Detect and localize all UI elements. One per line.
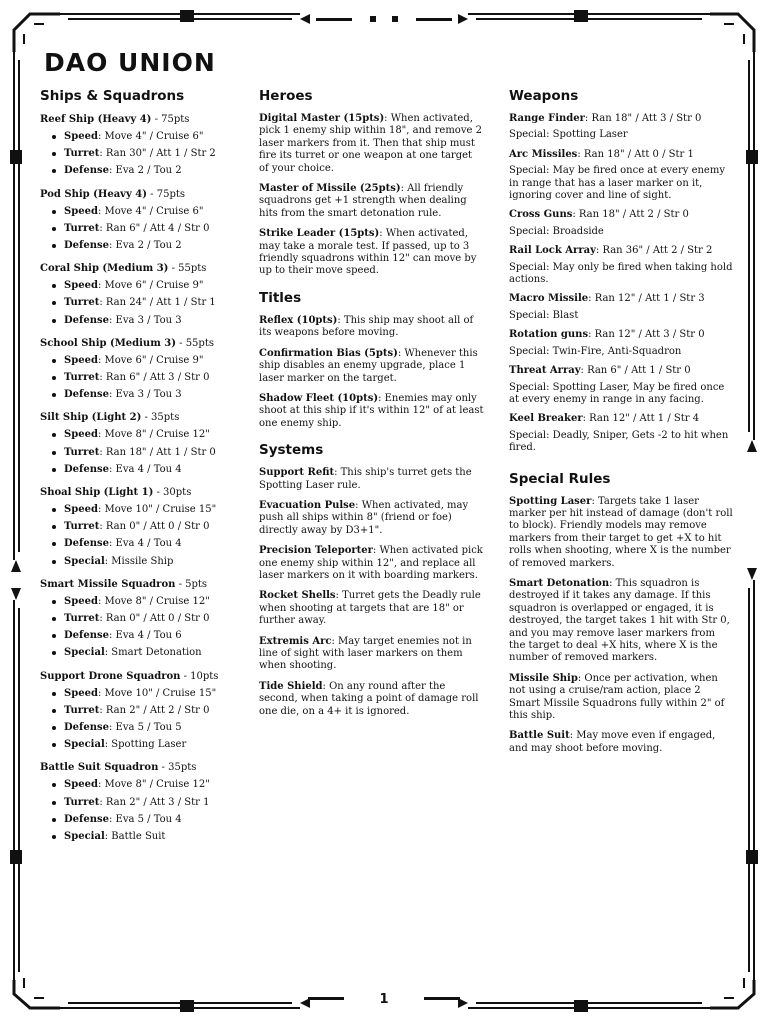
system-entry-text: : On any round after the second, when taking a point of damage roll one die, on a 4+ it is ignored.	[259, 680, 479, 717]
hero-entry	[259, 228, 484, 278]
weapon-name: Cross Guns	[509, 209, 573, 221]
weapon-entry	[509, 245, 734, 286]
weapon-name: Rotation guns	[509, 329, 589, 341]
stat-value: : Eva 5 / Tou 4	[108, 813, 182, 825]
ship-entry	[40, 113, 250, 180]
ship-stats-list	[40, 352, 250, 404]
ship-stat-item	[64, 501, 250, 518]
stat-key: Special	[64, 555, 105, 567]
title-entry	[259, 315, 484, 340]
system-entry-text: : When activated, may push all ships within 8" (friend or foe) directly away by D3+1".	[259, 499, 469, 536]
ship-header	[40, 113, 250, 126]
stat-value: : Move 10" / Cruise 15"	[97, 687, 217, 699]
ship-stat-item	[64, 237, 250, 254]
stat-value: : Eva 4 / Tou 4	[108, 538, 182, 550]
stat-key: Defense	[64, 389, 109, 401]
ship-stats-list	[40, 426, 250, 478]
special-rule-entry-name: Missile Ship	[509, 672, 578, 684]
weapon-entry	[509, 209, 734, 238]
system-entry	[259, 500, 484, 537]
stat-key: Turret	[64, 222, 100, 234]
heroes-titles-systems-column	[259, 88, 484, 726]
hero-entry	[259, 113, 484, 175]
page-number: 1	[379, 992, 389, 1007]
weapon-stats: : Ran 12" / Att 1 / Str 4	[582, 413, 700, 425]
stat-key: Special	[64, 739, 105, 751]
ship-stat-item	[64, 610, 250, 627]
ship-stat-item	[64, 811, 250, 828]
stat-value: : Move 8" / Cruise 12"	[97, 595, 210, 607]
ship-name: Shoal Ship (Light 1)	[40, 487, 154, 499]
stat-value: : Eva 4 / Tou 6	[108, 630, 182, 642]
stat-value: : Eva 5 / Tou 5	[108, 722, 182, 734]
special-rule-entry-text: : Targets take 1 laser marker per hit instead of damage (don't roll to block). Friendly models may remove markers from their target to get +X to hit rolls when shooting, where X is the number of removed markers.	[509, 495, 733, 569]
weapon-name: Threat Array	[509, 365, 581, 377]
weapon-entry	[509, 149, 734, 203]
weapon-stat-line	[509, 413, 734, 425]
special-rule-entry-text: : This squadron is destroyed if it takes any damage. If this squadron is overlapped or engaged, it is destroyed, the target takes 1 hit with Str 0, and you may remove laser markers from the target to deal +X hits, where X is the number of removed markers.	[509, 577, 730, 664]
weapon-stats: : Ran 18" / Att 3 / Str 0	[584, 113, 702, 124]
ship-stats-list	[40, 593, 250, 662]
hero-entry-name: Strike Leader (15pts)	[259, 228, 380, 240]
stat-key: Speed	[64, 687, 98, 699]
ship-stat-item	[64, 145, 250, 162]
weapon-name: Macro Missile	[509, 293, 589, 305]
ship-stat-item	[64, 644, 250, 661]
weapon-stat-line	[509, 329, 734, 341]
stat-value: : Move 4" / Cruise 6"	[97, 131, 204, 142]
stat-value: : Eva 2 / Tou 2	[108, 165, 182, 177]
system-entry	[259, 467, 484, 492]
ship-stats-list	[40, 501, 250, 570]
ship-stat-item	[64, 776, 250, 793]
ship-stats-list	[40, 776, 250, 845]
ship-stats-list	[40, 203, 250, 255]
ship-stat-item	[64, 369, 250, 386]
ship-stat-item	[64, 685, 250, 702]
stat-key: Speed	[64, 131, 98, 142]
ship-entry	[40, 578, 250, 662]
stat-value: : Move 8" / Cruise 12"	[97, 429, 210, 441]
ship-points: - 55pts	[168, 263, 207, 275]
stat-key: Turret	[64, 521, 100, 533]
weapon-name: Range Finder	[509, 113, 585, 124]
ship-points: - 55pts	[175, 337, 214, 349]
ship-points: - 10pts	[180, 670, 219, 682]
weapon-special: Special: Blast	[509, 309, 579, 321]
ship-name: Reef Ship (Heavy 4)	[40, 114, 152, 125]
special-rule-entry	[509, 578, 734, 665]
weapon-stats: : Ran 6" / Att 1 / Str 0	[580, 365, 691, 377]
ship-name: Pod Ship (Heavy 4)	[40, 188, 147, 200]
special-rule-entry-text: : May move even if engaged, and may shoot before moving.	[509, 730, 716, 754]
ship-points: - 30pts	[153, 487, 192, 499]
ship-stat-item	[64, 294, 250, 311]
ship-name: Silt Ship (Light 2)	[40, 412, 142, 424]
ship-stat-item	[64, 828, 250, 845]
special-rule-entry	[509, 673, 734, 723]
title-entry-name: Shadow Fleet (10pts)	[259, 392, 379, 404]
system-entry-text: : Turret gets the Deadly rule when shooting at targets that are 18" or further away.	[259, 590, 481, 627]
stat-value: : Ran 6" / Att 4 / Str 0	[99, 222, 210, 234]
weapon-special: Special: Spotting Laser	[509, 129, 628, 141]
ship-stat-item	[64, 128, 250, 145]
weapon-entry	[509, 293, 734, 322]
stat-value: : Ran 18" / Att 1 / Str 0	[99, 446, 216, 458]
stat-key: Turret	[64, 704, 100, 716]
weapon-stat-line	[509, 113, 734, 125]
stat-key: Defense	[64, 630, 109, 642]
stat-value: : Move 10" / Cruise 15"	[97, 504, 217, 516]
ship-stat-item	[64, 352, 250, 369]
stat-value: : Move 4" / Cruise 6"	[97, 205, 204, 217]
ship-points: - 35pts	[141, 412, 180, 424]
stat-key: Turret	[64, 372, 100, 384]
stat-value: : Battle Suit	[104, 831, 166, 843]
stat-value: : Move 8" / Cruise 12"	[97, 779, 210, 791]
titles-heading: Titles	[259, 289, 302, 306]
systems-heading: Systems	[259, 442, 324, 459]
stat-value: : Ran 0" / Att 0 / Str 0	[99, 521, 210, 533]
weapon-name: Rail Lock Array	[509, 245, 596, 257]
ship-points: - 5pts	[175, 578, 208, 590]
stat-value: : Eva 2 / Tou 2	[108, 240, 182, 252]
ship-stat-item	[64, 736, 250, 753]
weapon-stats: : Ran 18" / Att 2 / Str 0	[572, 209, 689, 221]
system-entry-name: Evacuation Pulse	[259, 499, 356, 511]
ship-entry	[40, 486, 250, 570]
weapon-entry	[509, 365, 734, 406]
system-entry-name: Support Refit	[259, 467, 335, 479]
stat-value: : Ran 6" / Att 3 / Str 0	[99, 372, 210, 384]
heroes-heading: Heroes	[259, 88, 313, 104]
ship-stat-item	[64, 277, 250, 294]
special-rule-entry-name: Battle Suit	[509, 730, 570, 742]
stat-value: : Ran 30" / Att 1 / Str 2	[99, 148, 216, 160]
ship-stat-item	[64, 386, 250, 403]
weapon-stat-line	[509, 293, 734, 305]
ship-header	[40, 670, 250, 683]
ship-stat-item	[64, 593, 250, 610]
weapon-stats: : Ran 12" / Att 3 / Str 0	[588, 329, 705, 341]
title-entry	[259, 393, 484, 430]
weapon-special: Special: Twin-Fire, Anti-Squadron	[509, 345, 682, 357]
system-entry	[259, 545, 484, 582]
weapons-list	[509, 113, 734, 455]
system-entry	[259, 590, 484, 627]
weapon-stats: : Ran 36" / Att 2 / Str 2	[595, 245, 713, 257]
stat-key: Speed	[64, 280, 98, 292]
stat-value: : Spotting Laser	[104, 739, 187, 751]
title-entry-text: : This ship may shoot all of its weapons before moving.	[259, 314, 474, 339]
system-entry-text: : May target enemies not in line of sight with laser markers on them when shooting.	[259, 635, 472, 672]
ship-header	[40, 486, 250, 499]
weapons-heading: Weapons	[509, 88, 579, 104]
stat-value: : Eva 3 / Tou 3	[108, 389, 182, 401]
title-entry	[259, 348, 484, 385]
stat-key: Speed	[64, 429, 98, 441]
ship-entry	[40, 761, 250, 845]
hero-entry-text: : When activated, pick 1 enemy ship within 18", and remove 2 laser markers from it. Then that ship must fire its turret or one weapon at one target of your choice.	[259, 113, 482, 174]
weapon-entry	[509, 329, 734, 358]
ship-entry	[40, 670, 250, 754]
ship-entry	[40, 262, 250, 329]
ship-stat-item	[64, 794, 250, 811]
stat-key: Speed	[64, 354, 98, 366]
stat-key: Turret	[64, 148, 100, 160]
page-title: DAO UNION	[44, 48, 216, 77]
stat-key: Speed	[64, 504, 98, 516]
system-entry	[259, 681, 484, 718]
special-rule-entry	[509, 730, 734, 755]
stat-value: : Ran 2" / Att 3 / Str 1	[99, 796, 210, 808]
weapon-special: Special: May be fired once at every enemy in range that has a laser marker on it, ignoring cover and line of sight.	[509, 165, 725, 202]
special-rules-heading: Special Rules	[509, 470, 611, 487]
ship-header	[40, 337, 250, 350]
special-rules-list	[509, 496, 734, 756]
ship-points: - 75pts	[151, 114, 190, 125]
ship-stat-item	[64, 518, 250, 535]
stat-key: Turret	[64, 446, 100, 458]
special-rule-entry	[509, 496, 734, 570]
weapon-entry	[509, 413, 734, 454]
system-entry-name: Rocket Shells	[259, 590, 336, 602]
stat-value: : Move 6" / Cruise 9"	[97, 354, 204, 366]
ship-stat-item	[64, 702, 250, 719]
weapon-special: Special: Spotting Laser, May be fired once at every enemy in range in any facing.	[509, 381, 725, 405]
weapon-stat-line	[509, 245, 734, 257]
special-rule-entry-name: Smart Detonation	[509, 577, 610, 589]
weapon-name: Arc Missiles	[509, 148, 578, 160]
weapon-special: Special: Deadly, Sniper, Gets -2 to hit when fired.	[509, 429, 729, 454]
heroes-list	[259, 113, 484, 278]
stat-key: Speed	[64, 595, 98, 607]
stat-value: : Smart Detonation	[104, 647, 202, 659]
stat-key: Speed	[64, 779, 98, 791]
titles-list	[259, 315, 484, 430]
ship-name: Coral Ship (Medium 3)	[40, 263, 169, 275]
system-entry-text: : This ship's turret gets the Spotting Laser rule.	[259, 467, 472, 491]
stat-key: Defense	[64, 314, 109, 326]
weapon-name: Keel Breaker	[509, 413, 583, 425]
weapon-stat-line	[509, 365, 734, 377]
ship-stat-item	[64, 426, 250, 443]
system-entry	[259, 636, 484, 673]
hero-entry-text: : When activated, may take a morale test. If passed, up to 3 friendly squadrons within 12" can move by up to their move speed.	[259, 228, 477, 277]
ship-name: Support Drone Squadron	[40, 670, 181, 682]
stat-key: Special	[64, 831, 105, 843]
ship-header	[40, 761, 250, 774]
ship-stat-item	[64, 553, 250, 570]
ship-header	[40, 262, 250, 275]
ship-stat-item	[64, 444, 250, 461]
ship-stat-item	[64, 203, 250, 220]
hero-entry-name: Digital Master (15pts)	[259, 113, 385, 124]
stat-key: Defense	[64, 240, 109, 252]
system-entry-name: Tide Shield	[259, 680, 323, 692]
weapon-special: Special: Broadside	[509, 225, 604, 237]
ships-column	[40, 88, 250, 853]
ship-stats-list	[40, 277, 250, 329]
stat-key: Special	[64, 647, 105, 659]
stat-key: Defense	[64, 538, 109, 550]
weapon-stats: : Ran 18" / Att 0 / Str 1	[577, 148, 694, 160]
stat-key: Defense	[64, 463, 109, 475]
ship-stat-item	[64, 162, 250, 179]
ship-stat-item	[64, 461, 250, 478]
ship-entry	[40, 188, 250, 255]
ships-list	[40, 113, 250, 845]
ship-stat-item	[64, 719, 250, 736]
ship-entry	[40, 337, 250, 404]
ship-stat-item	[64, 627, 250, 644]
ship-stats-list	[40, 685, 250, 754]
weapons-rules-column	[509, 88, 734, 763]
title-entry-name: Reflex (10pts)	[259, 314, 338, 326]
stat-value: : Eva 3 / Tou 3	[108, 314, 182, 326]
ship-stat-item	[64, 220, 250, 237]
stat-value: : Eva 4 / Tou 4	[108, 463, 182, 475]
ship-entry	[40, 411, 250, 478]
hero-entry	[259, 183, 484, 220]
ship-name: Smart Missile Squadron	[40, 578, 176, 590]
ships-heading: Ships & Squadrons	[40, 88, 185, 104]
stat-value: : Ran 0" / Att 0 / Str 0	[99, 613, 210, 625]
title-entry-name: Confirmation Bias (5pts)	[259, 347, 398, 359]
ship-points: - 35pts	[158, 762, 197, 774]
ship-stats-list	[40, 128, 250, 180]
stat-key: Turret	[64, 796, 100, 808]
ship-name: Battle Suit Squadron	[40, 762, 159, 774]
ship-stat-item	[64, 312, 250, 329]
hero-entry-text: : All friendly squadrons get +1 strength when dealing hits from the smart detonation rule.	[259, 183, 467, 219]
stat-value: : Missile Ship	[104, 555, 174, 567]
stat-value: : Move 6" / Cruise 9"	[97, 280, 204, 292]
weapon-special: Special: May only be fired when taking hold actions.	[509, 261, 733, 286]
stat-value: : Ran 2" / Att 2 / Str 0	[99, 704, 210, 716]
hero-entry-name: Master of Missile (25pts)	[259, 183, 401, 195]
system-entry-text: : When activated pick one enemy ship within 12", and replace all laser markers on it with boarding markers.	[259, 545, 483, 581]
stat-key: Speed	[64, 205, 98, 217]
systems-list	[259, 467, 484, 718]
special-rule-entry-text: : Once per activation, when not using a cruise/ram action, place 2 Smart Missile Squadrons fully within 2" of this ship.	[509, 672, 725, 722]
ship-name: School Ship (Medium 3)	[40, 337, 176, 349]
system-entry-name: Extremis Arc	[259, 635, 332, 647]
special-rule-entry-name: Spotting Laser	[509, 495, 592, 507]
ship-header	[40, 578, 250, 591]
ship-stat-item	[64, 535, 250, 552]
weapon-entry	[509, 113, 734, 142]
title-entry-text: : Whenever this ship disables an enemy upgrade, place 1 laser marker on the target.	[259, 347, 478, 384]
stat-key: Turret	[64, 297, 100, 309]
weapon-stat-line	[509, 209, 734, 221]
stat-value: : Ran 24" / Att 1 / Str 1	[99, 297, 216, 309]
system-entry-name: Precision Teleporter	[259, 545, 373, 557]
stat-key: Defense	[64, 813, 109, 825]
weapon-stat-line	[509, 149, 734, 161]
title-entry-text: : Enemies may only shoot at this ship if it's within 12" of at least one enemy ship.	[259, 392, 484, 429]
ship-points: - 75pts	[146, 188, 185, 200]
stat-key: Defense	[64, 165, 109, 177]
ship-header	[40, 411, 250, 424]
weapon-stats: : Ran 12" / Att 1 / Str 3	[588, 293, 705, 305]
stat-key: Defense	[64, 722, 109, 734]
stat-key: Turret	[64, 613, 100, 625]
ship-header	[40, 188, 250, 201]
